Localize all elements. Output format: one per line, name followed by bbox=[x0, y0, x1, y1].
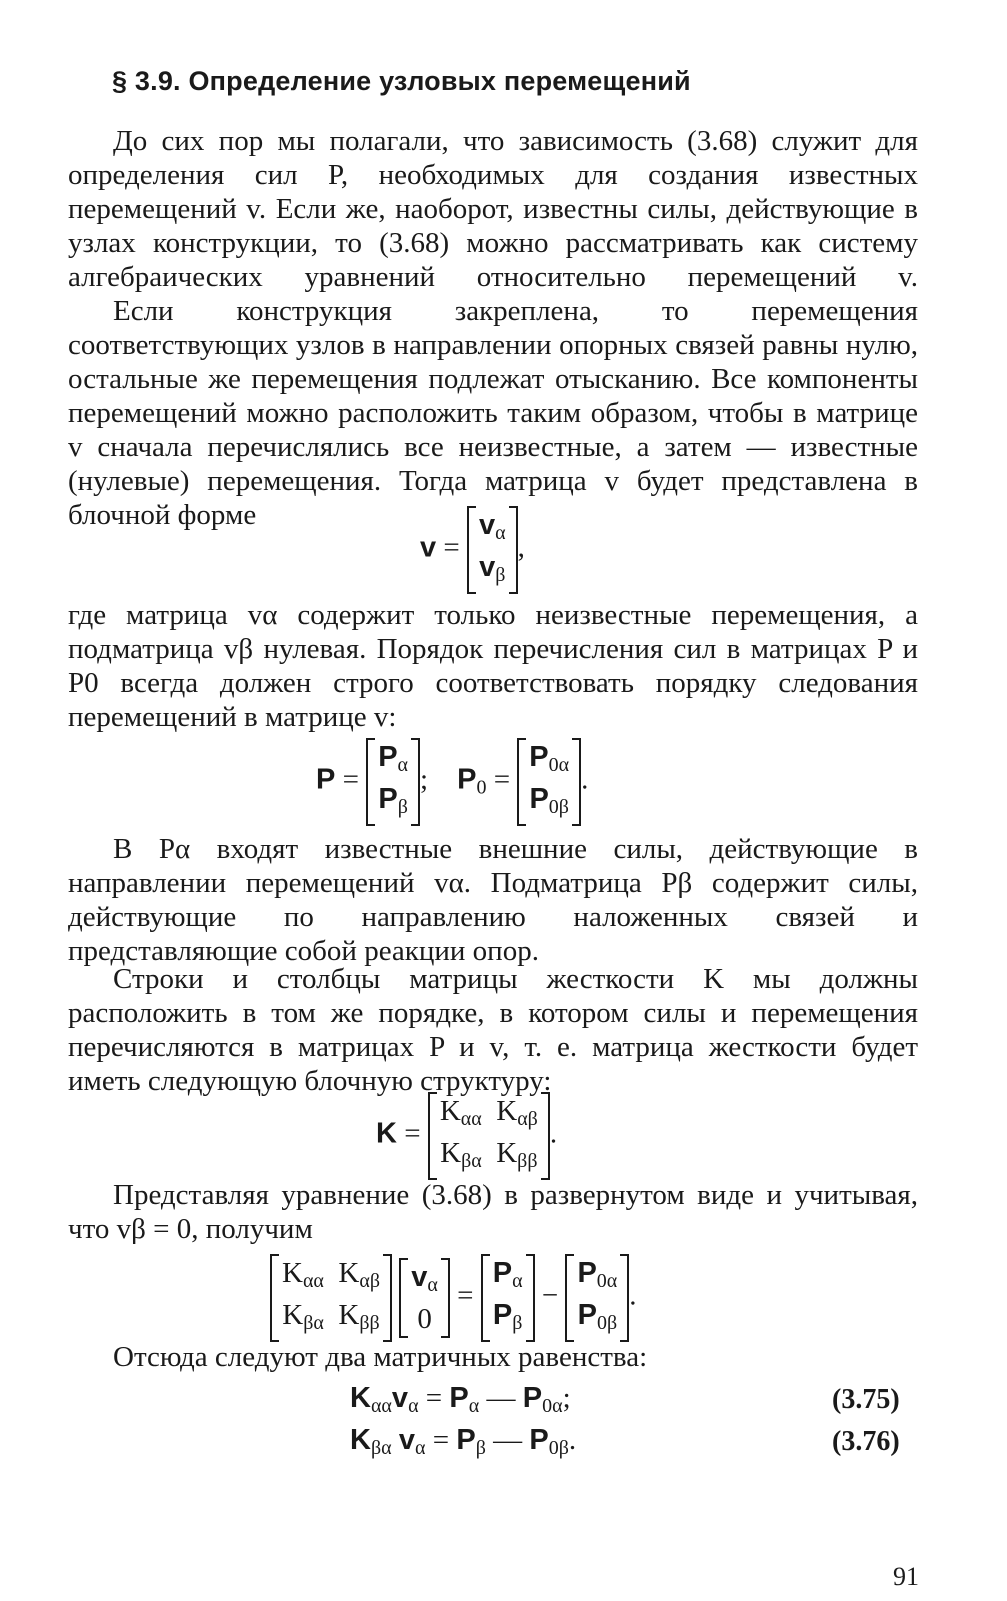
equation-number-3-75: (3.75) bbox=[832, 1384, 900, 1415]
equation-number-3-76: (3.76) bbox=[832, 1426, 900, 1457]
equation-3-76: $K_{\beta\alpha}$ $v_\alpha = P_\beta$ — $P_{0\beta}$. bbox=[350, 1424, 577, 1459]
matrix-k: $K_{\alpha\alpha}$ $K_{\alpha\beta}$ $K_{\beta\alpha}$ $K_{\beta\beta}$ bbox=[428, 1092, 550, 1180]
equation-expanded: $K_{\alpha\alpha}$ $K_{\alpha\beta}$ $K_{\beta\alpha}$ $K_{\beta\beta}$ $v_\alpha$ 0 = $P_\alpha$ $P_\beta$ − $P_{0\alpha}$ $P_{0\beta}$ . bbox=[270, 1254, 637, 1342]
matrix-p0: $P_{0\alpha}$ $P_{0\beta}$ bbox=[517, 738, 581, 826]
paragraph-6: Представляя уравнение (3.68) в развернутом виде и учитывая, что vβ = 0, получим bbox=[68, 1179, 918, 1245]
paragraph-7: Отсюда следуют два матричных равенства: bbox=[113, 1341, 648, 1373]
matrix-p-expanded: $P_\alpha$ $P_\beta$ bbox=[481, 1254, 535, 1342]
equation-3-75: $K_{\alpha\alpha}v_\alpha = P_\alpha$ — $P_{0\alpha}$; bbox=[350, 1382, 571, 1417]
paragraph-1: До сих пор мы полагали, что зависимость (3.68) служит для определения сил P, необходимых для создания известных перемещений v. Если же, наоборот, известны силы, действующие в узлах конструкции, то (3.68) можно рассматривать как систему алгебраических уравнений относительно перемещений v. bbox=[68, 125, 918, 293]
equation-k-block: K = $K_{\alpha\alpha}$ $K_{\alpha\beta}$ $K_{\beta\alpha}$ $K_{\beta\beta}$ . bbox=[376, 1092, 557, 1180]
paragraph-2: Если конструкция закреплена, то перемещения соответствующих узлов в направлении опорных связей равны нулю, остальные же перемещения подлежат отысканию. Все компоненты перемещений можно расположить таким образом, чтобы в матрице v сначала перечислялись все неизвестные, а затем — известные (нулевые) перемещения. Тогда матрица v будет представлена в блочной форме bbox=[68, 295, 918, 531]
matrix-k-expanded: $K_{\alpha\alpha}$ $K_{\alpha\beta}$ $K_{\beta\alpha}$ $K_{\beta\beta}$ bbox=[270, 1254, 392, 1342]
matrix-v-expanded: $v_\alpha$ 0 bbox=[399, 1258, 450, 1338]
matrix-p: $P_\alpha$ $P_\beta$ bbox=[366, 738, 420, 826]
paragraph-4: В Pα входят известные внешние силы, действующие в направлении перемещений vα. Подматрица Pβ содержит силы, действующие по направлению наложенных связей и представляющие собой реакции опор. bbox=[68, 833, 918, 967]
equation-v-block: v = $v_\alpha$ $v_\beta$ , bbox=[420, 506, 525, 594]
page-number: 91 bbox=[893, 1562, 919, 1591]
paragraph-5: Строки и столбцы матрицы жесткости K мы должны расположить в том же порядке, в котором силы и перемещения перечисляются в матрицах P и v, т. е. матрица жесткости будет иметь следующую блочную структуру: bbox=[68, 963, 918, 1097]
paragraph-3: где матрица vα содержит только неизвестные перемещения, а подматрица vβ нулевая. Порядок перечисления сил в матрицах P и P0 всегда должен строго соответствовать порядку следования перемещений в матрице v: bbox=[68, 599, 918, 733]
matrix-p0-expanded: $P_{0\alpha}$ $P_{0\beta}$ bbox=[565, 1254, 629, 1342]
equation-p-blocks: P = $P_\alpha$ $P_\beta$ ; $P_0$ = $P_{0\alpha}$ $P_{0\beta}$ . bbox=[316, 738, 588, 826]
section-heading: § 3.9. Определение узловых перемещений bbox=[112, 66, 691, 96]
matrix-v: $v_\alpha$ $v_\beta$ bbox=[467, 506, 518, 594]
